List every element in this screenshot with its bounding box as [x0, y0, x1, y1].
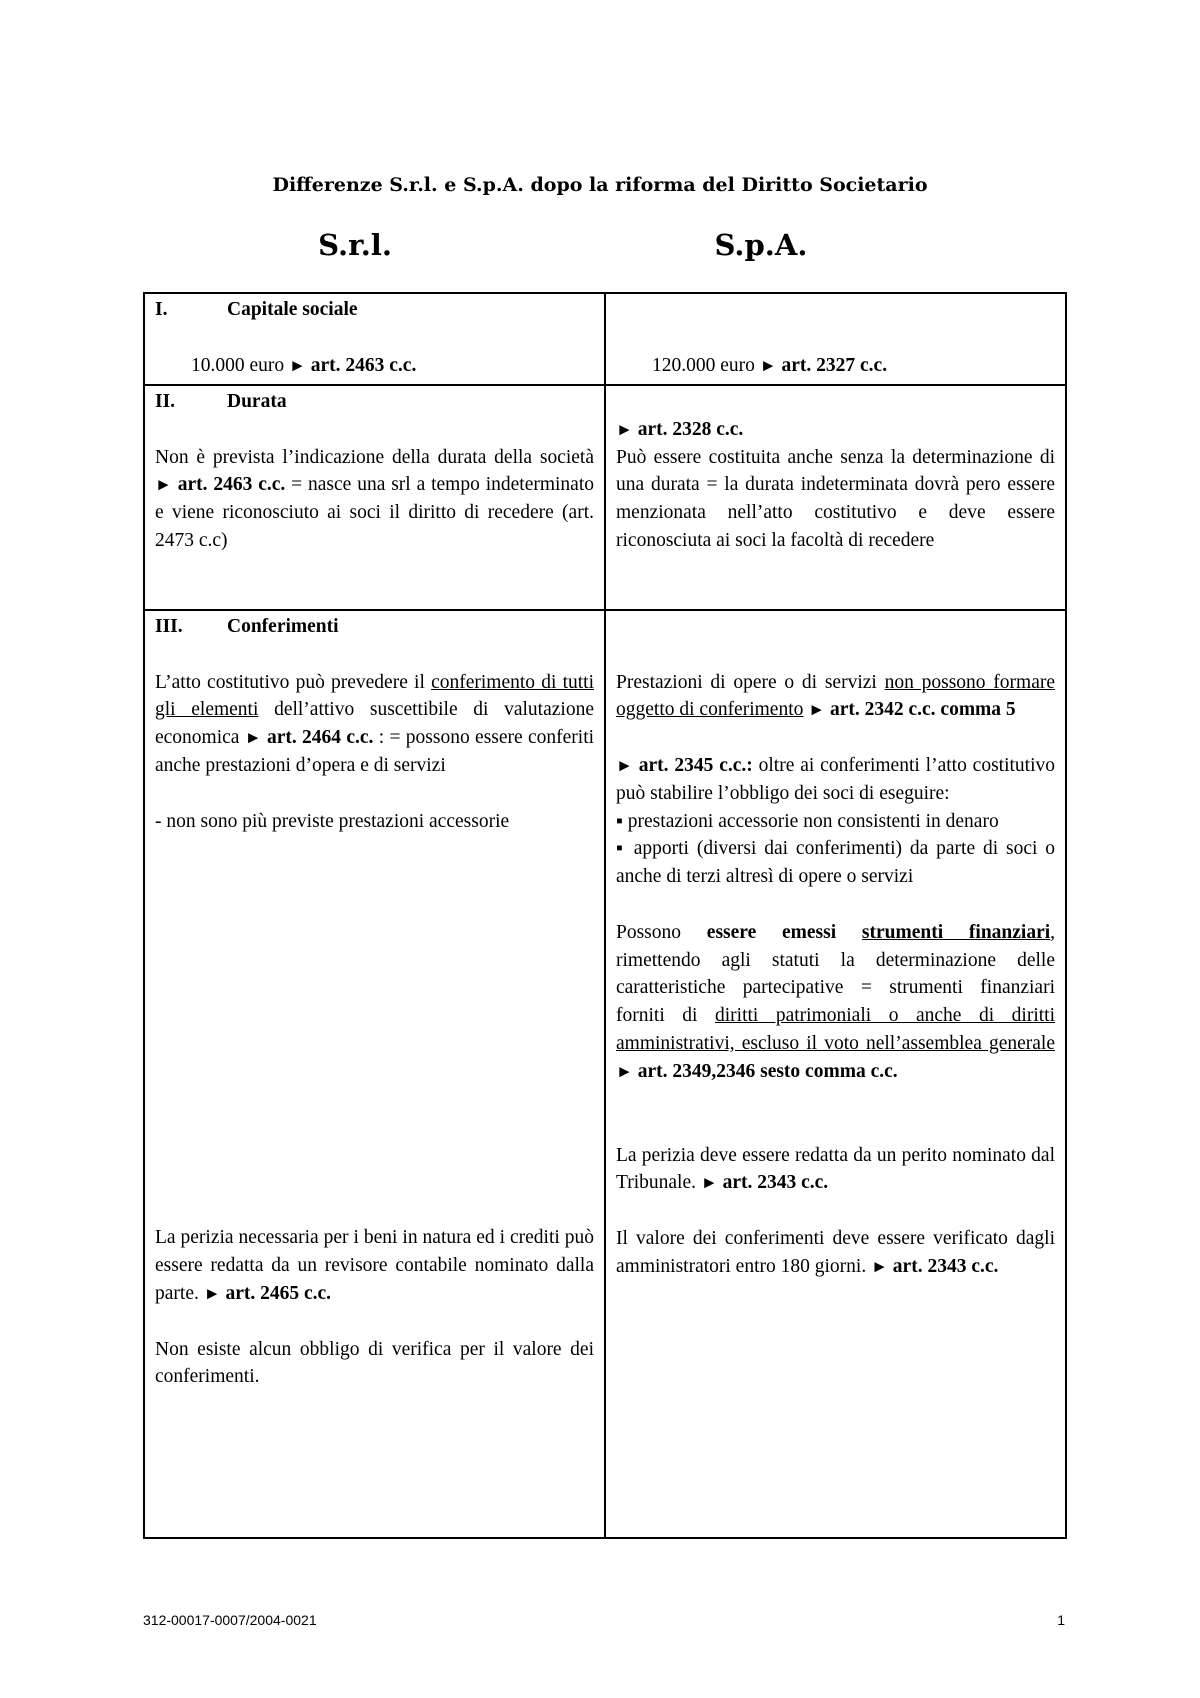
srl-conferimenti-p4: Non esiste alcun obbligo di verifica per il valore dei conferimenti. [155, 1338, 594, 1388]
cell-spa-durata [605, 385, 1066, 610]
table-row-capitale [144, 293, 1066, 385]
section-number: III. [155, 616, 183, 637]
arrow-icon: ► [244, 728, 262, 748]
column-title-spa: S.p.A. [714, 228, 808, 262]
article-reference: art. 2327 c.c. [781, 354, 888, 376]
arrow-icon: ► [155, 475, 172, 495]
spa-conferimenti-p3: Possono essere emessi strumenti finanziari, rimettendo agli statuti la determinazione delle caratteristiche partecipative = strumenti finanziari forniti di diritti patrimoniali o anche di diritti amministrativi, escluso il voto nell’assemblea generale ► art. 2349,2346 sesto comma c.c. [616, 921, 1056, 1082]
spa-conferimenti-p2: ► art. 2345 c.c.: oltre ai conferimenti l’atto costitutivo può stabilire l’obbligo dei soci di eseguire: [616, 754, 1056, 804]
spa-capital-amount: 120.000 euro [652, 354, 755, 376]
spa-conferimenti-p4: La perizia deve essere redatta da un perito nominato dal Tribunale. ► art. 2343 c.c. [616, 1144, 1055, 1194]
arrow-icon: ► [759, 355, 777, 375]
srl-conferimenti-p2: - non sono più previste prestazioni accessorie [155, 810, 510, 832]
arrow-icon: ► [289, 355, 306, 375]
spa-bullet-2: ▪ apporti (diversi dai conferimenti) da parte di soci o anche di terzi altresì di opere o servizi [616, 838, 1055, 888]
article-reference: art. 2343 c.c. [722, 1172, 829, 1194]
article-reference: art. 2464 c.c. [266, 727, 374, 749]
document-title: Differenze S.r.l. e S.p.A. dopo la riforma del Diritto Societario [272, 174, 928, 196]
section-heading-durata [155, 388, 594, 416]
srl-capital-amount: 10.000 euro [191, 354, 285, 376]
table-row-conferimenti [144, 610, 1066, 1538]
article-reference: art. 2342 c.c. comma 5 [829, 699, 1016, 721]
arrow-icon: ► [203, 1283, 221, 1303]
article-reference: art. 2345 c.c.: [638, 754, 753, 776]
arrow-icon: ► [808, 700, 826, 720]
spa-bullet-1: ▪ prestazioni accessorie non consistenti in denaro [616, 810, 999, 832]
srl-conferimenti-p1: L’atto costitutivo può prevedere il conferimento di tutti gli elementi dell’attivo suscettibile di valutazione economica ► art. 2464 c.c. : = possono essere conferiti anche prestazioni d’opera e di servizi [155, 671, 595, 776]
section-number: I. [155, 299, 168, 320]
cell-srl-capitale [144, 293, 605, 385]
cell-srl-conferimenti [144, 610, 605, 1538]
cell-srl-durata [144, 385, 605, 610]
article-reference: art. 2343 c.c. [892, 1255, 999, 1277]
cell-spa-capitale [605, 293, 1066, 385]
comparison-table [143, 292, 1067, 1539]
article-reference: art. 2349,2346 sesto comma c.c. [637, 1060, 898, 1082]
cell-spa-conferimenti [605, 610, 1066, 1538]
srl-capital-line [155, 352, 594, 380]
section-heading-conferimenti [155, 613, 594, 641]
arrow-icon: ► [616, 419, 633, 439]
section-title: Durata [227, 391, 287, 412]
footer-document-code: 312-00017-0007/2004-0021 [143, 1612, 317, 1628]
section-number: II. [155, 391, 176, 412]
arrow-icon: ► [871, 1256, 888, 1276]
spa-conferimenti-p5: Il valore dei conferimenti deve essere verificato dagli amministratori entro 180 giorni. ► art. 2343 c.c. [616, 1227, 1055, 1277]
page-number: 1 [1057, 1612, 1065, 1628]
arrow-icon: ► [616, 755, 633, 775]
article-reference: art. 2465 c.c. [225, 1282, 332, 1304]
table-row-durata [144, 385, 1066, 610]
arrow-icon: ► [616, 1061, 633, 1081]
section-title: Capitale sociale [227, 299, 358, 320]
column-title-srl: S.r.l. [318, 228, 392, 262]
article-reference: art. 2328 c.c. [637, 418, 744, 440]
arrow-icon: ► [700, 1173, 718, 1193]
srl-conferimenti-p3: La perizia necessaria per i beni in natura ed i crediti può essere redatta da un revisore contabile nominato dalla parte. ► art. 2465 c.c. [155, 1227, 594, 1304]
spa-durata-text: Può essere costituita anche senza la determinazione di una durata = la durata indeterminata dovrà pero essere menzionata nell’atto costitutivo e deve essere riconosciuta ai soci la facoltà di recedere [616, 446, 1055, 551]
section-title: Conferimenti [227, 616, 339, 637]
section-heading-capitale [155, 296, 594, 324]
spa-capital-line [616, 352, 1055, 380]
spa-conferimenti-p1: Prestazioni di opere o di servizi non possono formare oggetto di conferimento ► art. 2342 c.c. comma 5 [616, 671, 1056, 721]
srl-durata-text: Non è prevista l’indicazione della durata della società ► art. 2463 c.c. = nasce una srl a tempo indeterminato e viene riconosciuto ai soci il diritto di recedere (art. 2473 c.c) [155, 446, 595, 551]
spa-durata-ref-line [616, 416, 1055, 444]
article-reference: art. 2463 c.c. [177, 474, 286, 496]
article-reference: art. 2463 c.c. [310, 354, 417, 376]
